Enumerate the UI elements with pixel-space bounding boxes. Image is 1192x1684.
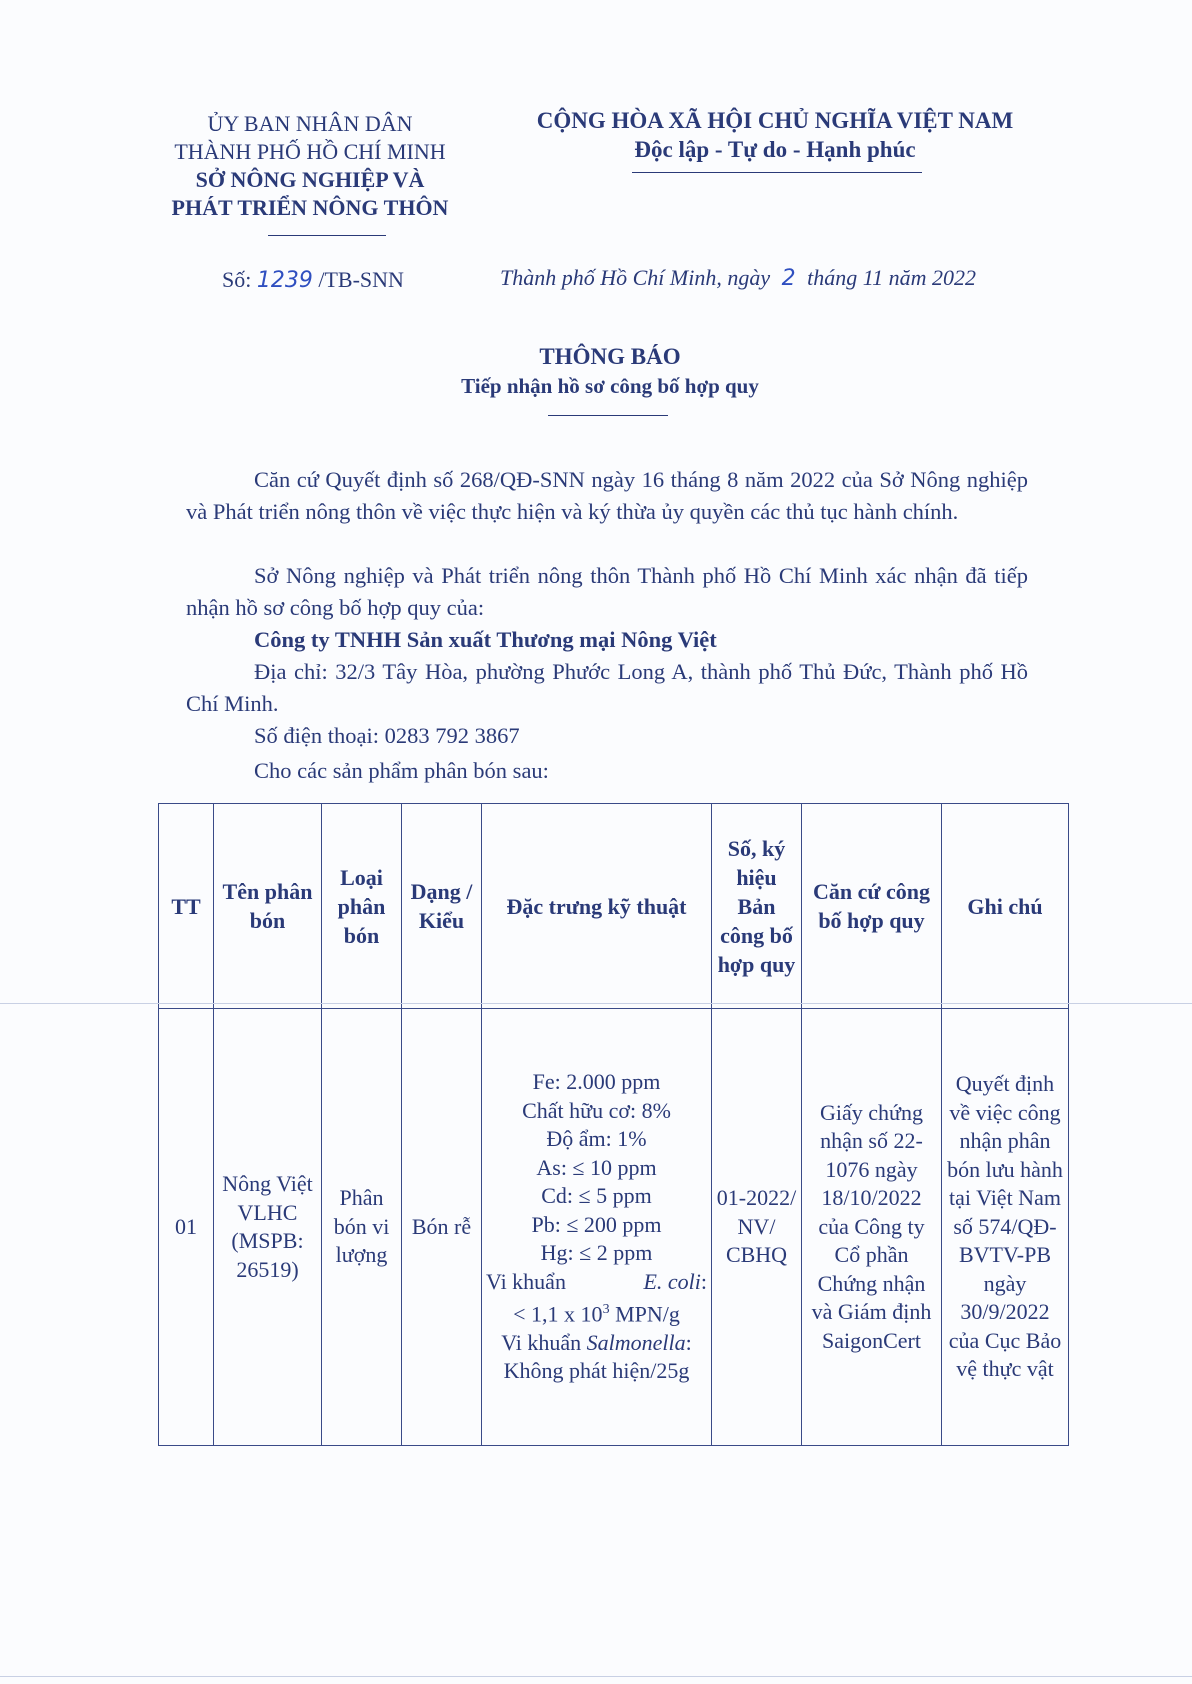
header-right-line1: CỘNG HÒA XÃ HỘI CHỦ NGHĨA VIỆT NAM xyxy=(536,108,1014,133)
paragraph-confirmation-text: Sở Nông nghiệp và Phát triển nông thôn Thành phố Hồ Chí Minh xác nhận đã tiếp nhận hồ sơ công bố hợp quy của: xyxy=(186,563,1028,620)
header-left-line2: THÀNH PHỐ HỒ CHÍ MINH xyxy=(174,139,446,164)
reference-number xyxy=(222,266,404,295)
spec-ecoli-species: E. coli xyxy=(643,1268,701,1294)
header-left-underline xyxy=(268,235,386,236)
date-part1: Thành phố Hồ Chí Minh, ngày xyxy=(500,265,771,290)
spec-ecoli-exponent: 3 xyxy=(602,1302,610,1318)
paragraph-legal-basis-text: Căn cứ Quyết định số 268/QĐ-SNN ngày 16 tháng 8 năm 2022 của Sở Nông nghiệp và Phát triển nông thôn về việc thực hiện và ký thừa ủy quyền các thủ tục hành chính. xyxy=(186,467,1028,524)
cell-note: Quyết định về việc công nhận phân bón lưu hành tại Việt Nam số 574/QĐ-BVTV-PB ngày 30/9/2022 của Cục Bảo vệ thực vật xyxy=(942,1009,1069,1446)
spec-organic: Chất hữu cơ: 8% xyxy=(522,1097,671,1123)
header-left-line4: PHÁT TRIỂN NÔNG THÔN xyxy=(171,195,449,220)
company-address xyxy=(186,656,1028,720)
header-tt: TT xyxy=(159,804,214,1009)
cell-tt: 01 xyxy=(159,1009,214,1446)
table-row xyxy=(159,1009,1069,1446)
spec-ecoli-unit: MPN/g xyxy=(615,1301,680,1327)
company-address-text: Địa chỉ: 32/3 Tây Hòa, phường Phước Long A, thành phố Thủ Đức, Thành phố Hồ Chí Minh. xyxy=(186,659,1028,716)
title-underline xyxy=(548,415,668,416)
header-right-underline xyxy=(632,172,922,173)
reference-suffix: /TB-SNN xyxy=(318,267,404,292)
header-left xyxy=(150,110,470,222)
notice-title-sub: Tiếp nhận hồ sơ công bố hợp quy xyxy=(461,374,759,398)
spec-as: As: ≤ 10 ppm xyxy=(536,1154,657,1180)
spec-ecoli-value: < 1,1 x 10 xyxy=(513,1301,603,1327)
cell-name xyxy=(214,1009,322,1446)
header-left-line3: SỞ NÔNG NGHIỆP VÀ xyxy=(195,167,425,192)
spec-hg: Hg: ≤ 2 ppm xyxy=(540,1240,653,1266)
spec-moisture: Độ ẩm: 1% xyxy=(546,1126,647,1152)
cell-name-code: (MSPB: 26519) xyxy=(231,1228,304,1282)
cell-docno: 01-2022/ NV/ CBHQ xyxy=(712,1009,802,1446)
spec-salmonella-label: Vi khuẩn xyxy=(501,1329,582,1355)
header-basis: Căn cứ công bố hợp quy xyxy=(802,804,942,1009)
scan-artifact-line xyxy=(0,1003,1192,1004)
spec-pb: Pb: ≤ 200 ppm xyxy=(531,1211,662,1237)
reference-prefix: Số: xyxy=(222,267,252,292)
products-table xyxy=(158,803,1069,1446)
notice-title xyxy=(300,342,920,400)
cell-spec xyxy=(482,1009,712,1446)
spec-ecoli xyxy=(486,1268,707,1297)
header-right-line2: Độc lập - Tự do - Hạnh phúc xyxy=(634,137,916,162)
scan-artifact-line-bottom xyxy=(0,1676,1192,1677)
header-docno: Số, ký hiệu Bản công bố hợp quy xyxy=(712,804,802,1009)
header-spec: Đặc trưng kỹ thuật xyxy=(482,804,712,1009)
date-part2: tháng 11 năm 2022 xyxy=(807,265,976,290)
header-name: Tên phân bón xyxy=(214,804,322,1009)
reference-handwritten-number: 1239 xyxy=(256,268,313,293)
company-phone: Số điện thoại: 0283 792 3867 xyxy=(254,723,520,748)
company-name: Công ty TNHH Sản xuất Thương mại Nông Việt xyxy=(254,627,717,652)
cell-form: Bón rễ xyxy=(402,1009,482,1446)
products-intro: Cho các sản phẩm phân bón sau: xyxy=(254,758,549,783)
paragraph-confirmation xyxy=(186,560,1028,624)
spec-ecoli-label: Vi khuẩn xyxy=(486,1268,566,1294)
paragraph-legal-basis xyxy=(186,464,1028,528)
cell-name-text: Nông Việt VLHC xyxy=(222,1171,313,1225)
spec-fe: Fe: 2.000 ppm xyxy=(532,1069,661,1095)
cell-basis: Giấy chứng nhận số 22-1076 ngày 18/10/2022 của Công ty Cổ phần Chứng nhận và Giám định SaigonCert xyxy=(802,1009,942,1446)
spec-ecoli-limit xyxy=(486,1296,707,1329)
notice-title-main: THÔNG BÁO xyxy=(539,344,681,369)
spec-salmonella-name: Salmonella xyxy=(586,1329,686,1355)
header-form: Dạng / Kiểu xyxy=(402,804,482,1009)
spec-ecoli-name: E. coli: xyxy=(643,1268,707,1294)
header-right xyxy=(500,106,1050,164)
date-line xyxy=(500,264,976,293)
spec-salmonella: Vi khuẩn Salmonella: xyxy=(501,1329,692,1355)
header-type: Loại phân bón xyxy=(322,804,402,1009)
spec-salmonella-value: Không phát hiện/25g xyxy=(503,1358,690,1384)
table-header-row xyxy=(159,804,1069,1009)
spec-cd: Cd: ≤ 5 ppm xyxy=(541,1183,652,1209)
header-left-line1: ỦY BAN NHÂN DÂN xyxy=(207,111,413,136)
header-note: Ghi chú xyxy=(942,804,1069,1009)
date-handwritten-day: 2 xyxy=(781,266,796,291)
cell-type: Phân bón vi lượng xyxy=(322,1009,402,1446)
